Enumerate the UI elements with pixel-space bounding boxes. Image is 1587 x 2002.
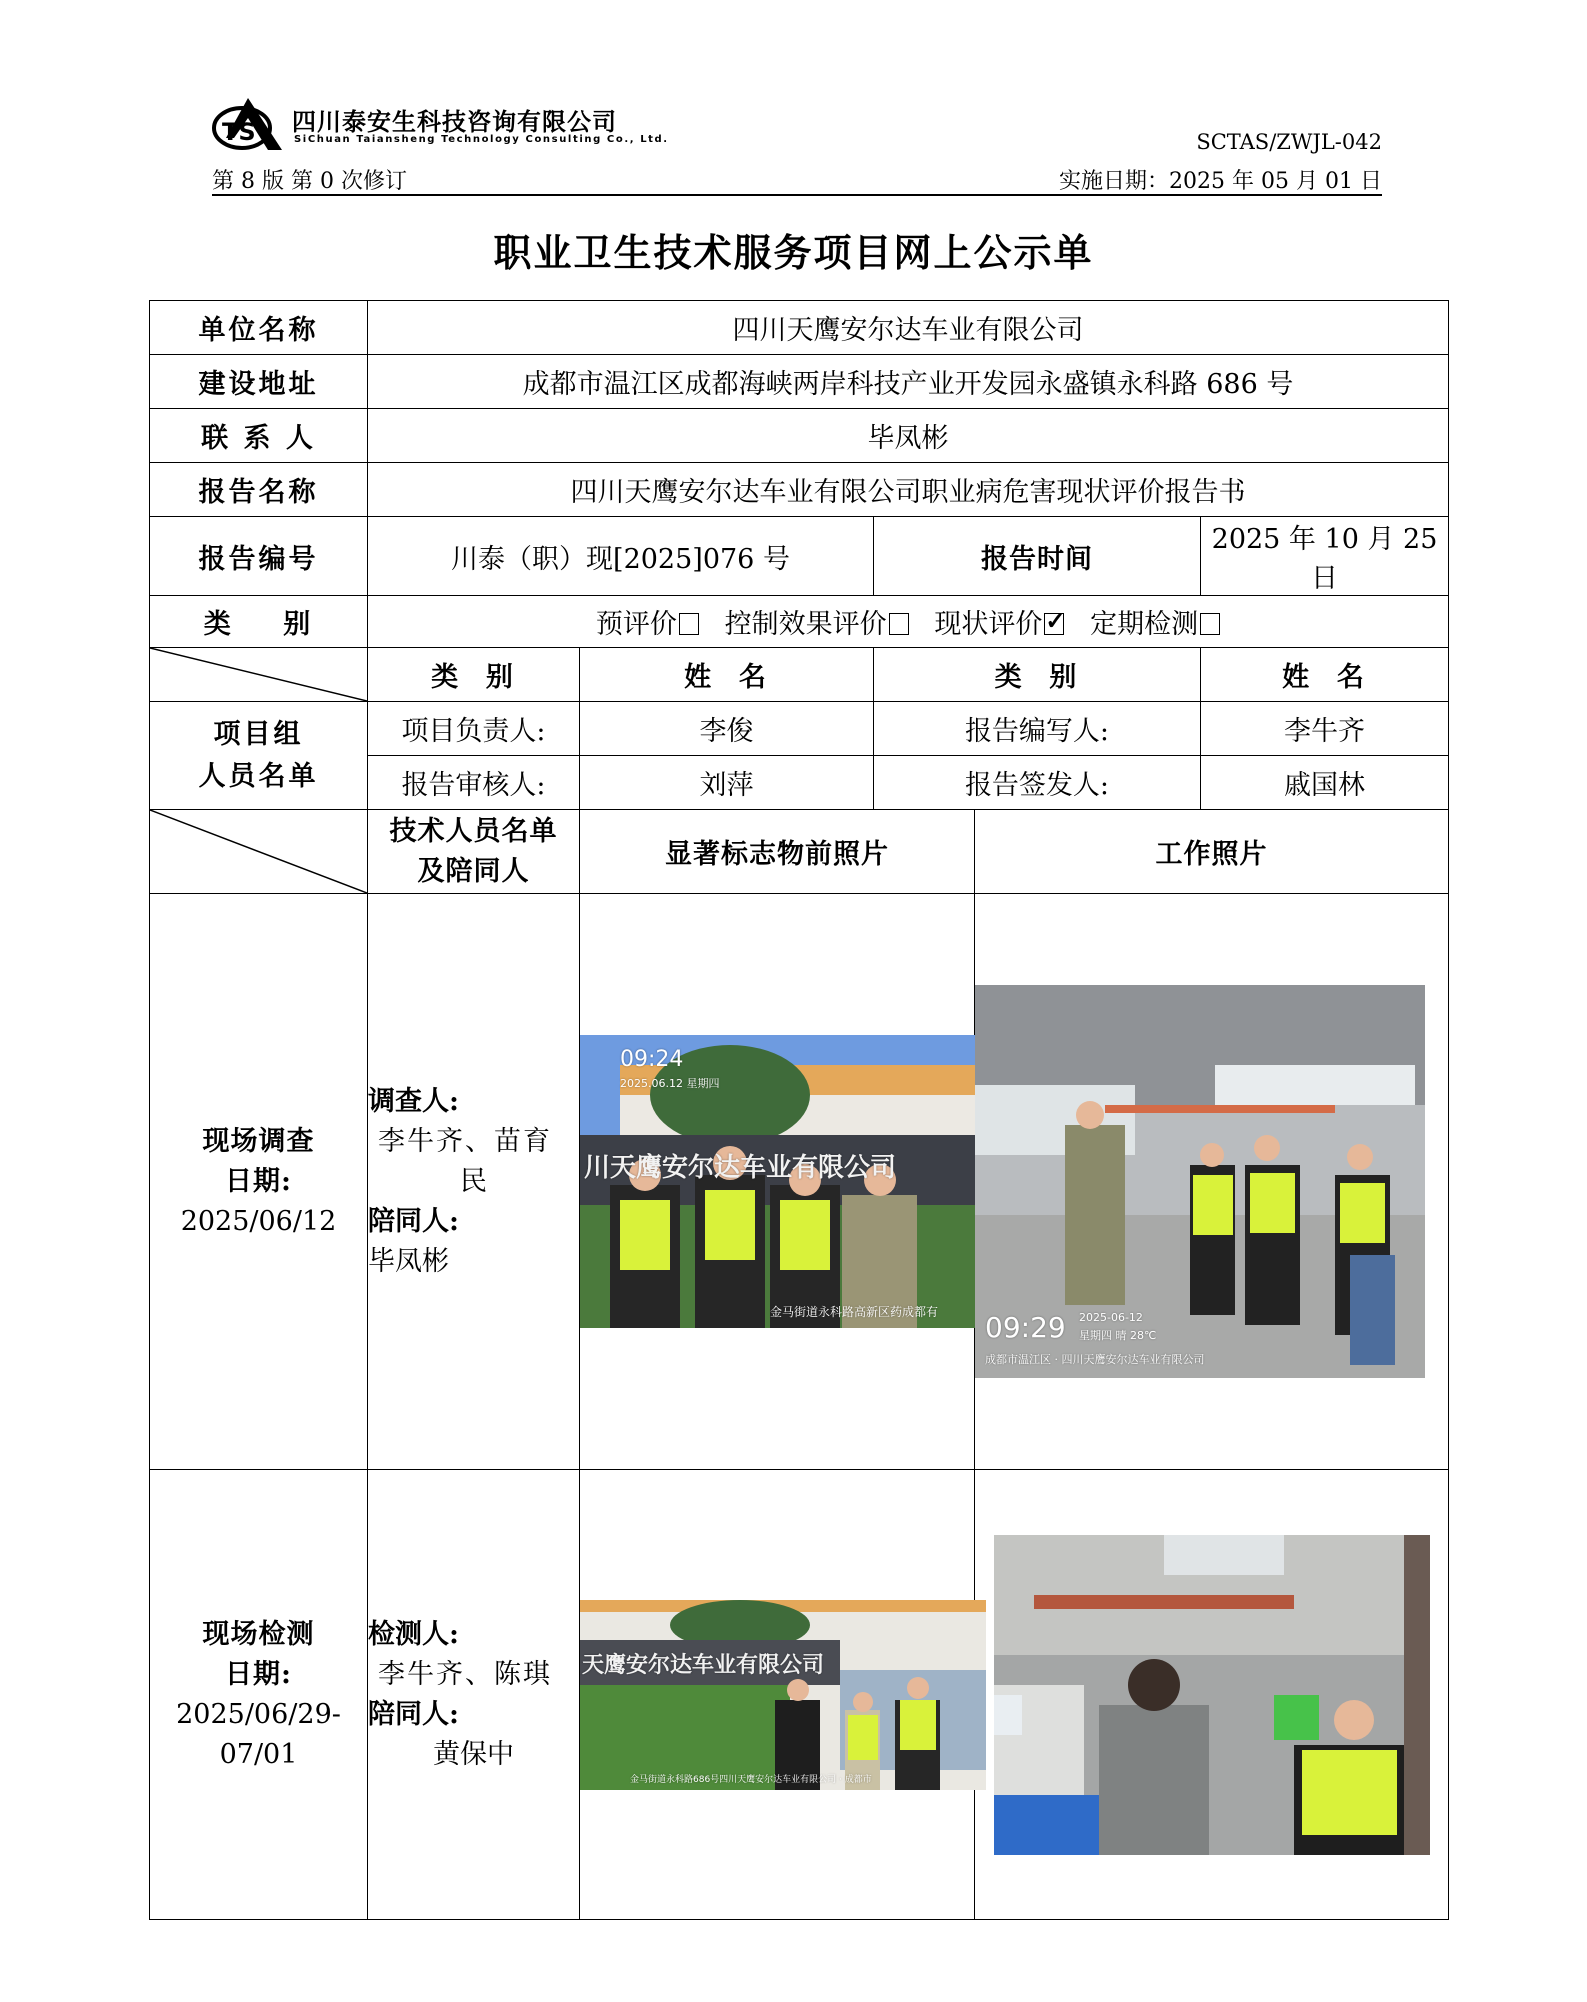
survey-date-cell: 现场调查 日期: 2025/06/12 <box>150 894 368 1470</box>
photo-date: 2025-06-12 <box>1079 1311 1143 1324</box>
header-divider <box>212 194 1382 196</box>
testers: 李牛齐、陈琪 <box>378 1658 552 1690</box>
company-logo-icon <box>212 96 284 152</box>
category-option-status-eval[interactable]: 现状评价 ✓ <box>934 609 1064 640</box>
testing-date-cell: 现场检测 日期: 2025/06/29- 07/01 <box>150 1470 368 1920</box>
survey-landmark-photo-cell <box>580 894 975 1470</box>
implementation-date: 实施日期：2025 年 05 月 01 日 <box>1059 169 1382 194</box>
row-unit-name <box>150 301 1449 355</box>
address-value: 成都市温江区成都海峡两岸科技产业开发园永盛镇永科路 686 号 <box>368 355 1449 409</box>
address-label: 建设地址 <box>150 355 368 409</box>
tech-staff-header: 技术人员名单 及陪同人 <box>368 810 580 894</box>
photo-header-row <box>150 810 1449 894</box>
team-section-label: 项目组 人员名单 <box>150 702 368 810</box>
photo-location: 成都市温江区 · 四川天鹰安尔达车业有限公司 <box>985 1353 1205 1366</box>
testing-date-start: 2025/06/29- <box>176 1698 341 1730</box>
survey-date: 2025/06/12 <box>180 1205 337 1237</box>
diagonal-line-icon <box>150 810 367 893</box>
team-member-name: 刘萍 <box>580 756 874 810</box>
survey-landmark-photo <box>580 1035 996 1328</box>
landmark-photo-header: 显著标志物前照片 <box>580 810 975 894</box>
company-name-cn: 四川泰安生科技咨询有限公司 <box>292 108 617 136</box>
team-member-name: 李俊 <box>580 702 874 756</box>
testing-landmark-photo <box>580 1600 986 1790</box>
team-col-type-2: 类 别 <box>874 648 1201 702</box>
diagonal-cell <box>150 648 368 702</box>
photo-timestamp: 09:24 <box>620 1047 684 1072</box>
contact-value: 毕凤彬 <box>368 409 1449 463</box>
report-name-value: 四川天鹰安尔达车业有限公司职业病危害现状评价报告书 <box>368 463 1449 517</box>
team-member-name: 李牛齐 <box>1201 702 1449 756</box>
testing-companion: 黄保中 <box>433 1738 514 1770</box>
document-code: SCTAS/ZWJL-042 <box>1196 130 1382 154</box>
testing-work-photo-cell <box>975 1470 1449 1920</box>
survey-work-photo <box>975 985 1425 1378</box>
testing-people-cell: 检测人: 李牛齐、陈琪 陪同人: 黄保中 <box>368 1470 580 1920</box>
team-role: 报告编写人: <box>874 702 1201 756</box>
team-role: 报告签发人: <box>874 756 1201 810</box>
photo-location: 金马街道永科路686号四川天鹰安尔达车业有限公司 · 成都市 <box>630 1774 872 1785</box>
team-role: 项目负责人: <box>368 702 580 756</box>
checkbox-pre-eval[interactable] <box>679 613 699 635</box>
survey-people-cell: 调查人: 李牛齐、苗育 民 陪同人: 毕凤彬 <box>368 894 580 1470</box>
company-name-en: SiChuan Taiansheng Technology Consulting Co., Ltd. <box>294 134 669 145</box>
photo-location: 金马街道永科路高新区药成都有 <box>770 1305 939 1319</box>
row-category <box>150 596 1449 648</box>
photo-sign-text: 天鹰安尔达车业有限公司 <box>582 1652 825 1678</box>
diagonal-cell <box>150 810 368 894</box>
investigators: 李牛齐、苗育 <box>378 1125 552 1157</box>
team-col-name-2: 姓 名 <box>1201 648 1449 702</box>
team-member-name: 戚国林 <box>1201 756 1449 810</box>
testing-date-end: 07/01 <box>219 1738 298 1770</box>
row-contact <box>150 409 1449 463</box>
work-photo-header: 工作照片 <box>975 810 1449 894</box>
checkbox-control-effect[interactable] <box>889 613 909 635</box>
diagonal-line-icon <box>150 648 367 701</box>
row-address <box>150 355 1449 409</box>
checkbox-periodic-test[interactable] <box>1200 613 1220 635</box>
report-time-label: 报告时间 <box>874 517 1201 596</box>
unit-name-label: 单位名称 <box>150 301 368 355</box>
survey-companion: 毕凤彬 <box>368 1245 449 1277</box>
svg-text:TS: TS <box>222 118 256 146</box>
team-col-name-1: 姓 名 <box>580 648 874 702</box>
category-label: 类 别 <box>150 596 368 648</box>
category-option-periodic-test[interactable]: 定期检测 <box>1090 609 1220 640</box>
photo-timestamp: 09:29 <box>985 1311 1066 1344</box>
testing-work-photo <box>994 1535 1430 1855</box>
unit-name-value: 四川天鹰安尔达车业有限公司 <box>368 301 1449 355</box>
report-number-value: 川泰（职）现[2025]076 号 <box>368 517 874 596</box>
team-row <box>150 702 1449 756</box>
testing-row <box>150 1470 1449 1920</box>
team-col-type-1: 类 别 <box>368 648 580 702</box>
testing-landmark-photo-cell <box>580 1470 975 1920</box>
photo-sign-text: 川天鹰安尔达车业有限公司 <box>584 1153 897 1183</box>
category-option-control-effect[interactable]: 控制效果评价 <box>725 609 909 640</box>
publicity-form-table <box>149 300 1449 1920</box>
team-role: 报告审核人: <box>368 756 580 810</box>
row-report-number <box>150 517 1449 596</box>
survey-row <box>150 894 1449 1470</box>
report-time-value: 2025 年 10 月 25 日 <box>1201 517 1449 596</box>
row-report-name <box>150 463 1449 517</box>
photo-date: 2025.06.12 星期四 <box>620 1077 720 1090</box>
survey-work-photo-cell <box>975 894 1449 1470</box>
team-header-row <box>150 648 1449 702</box>
version-info: 第 8 版 第 0 次修订 <box>212 169 407 194</box>
page-title: 职业卫生技术服务项目网上公示单 <box>493 230 1094 275</box>
photo-weather: 星期四 晴 28℃ <box>1079 1329 1157 1342</box>
category-options <box>368 596 1449 648</box>
document-header <box>212 96 1382 196</box>
checkbox-status-eval-checked[interactable] <box>1044 613 1064 635</box>
contact-label: 联 系 人 <box>150 409 368 463</box>
report-name-label: 报告名称 <box>150 463 368 517</box>
category-option-pre-eval[interactable]: 预评价 <box>596 609 699 640</box>
report-number-label: 报告编号 <box>150 517 368 596</box>
